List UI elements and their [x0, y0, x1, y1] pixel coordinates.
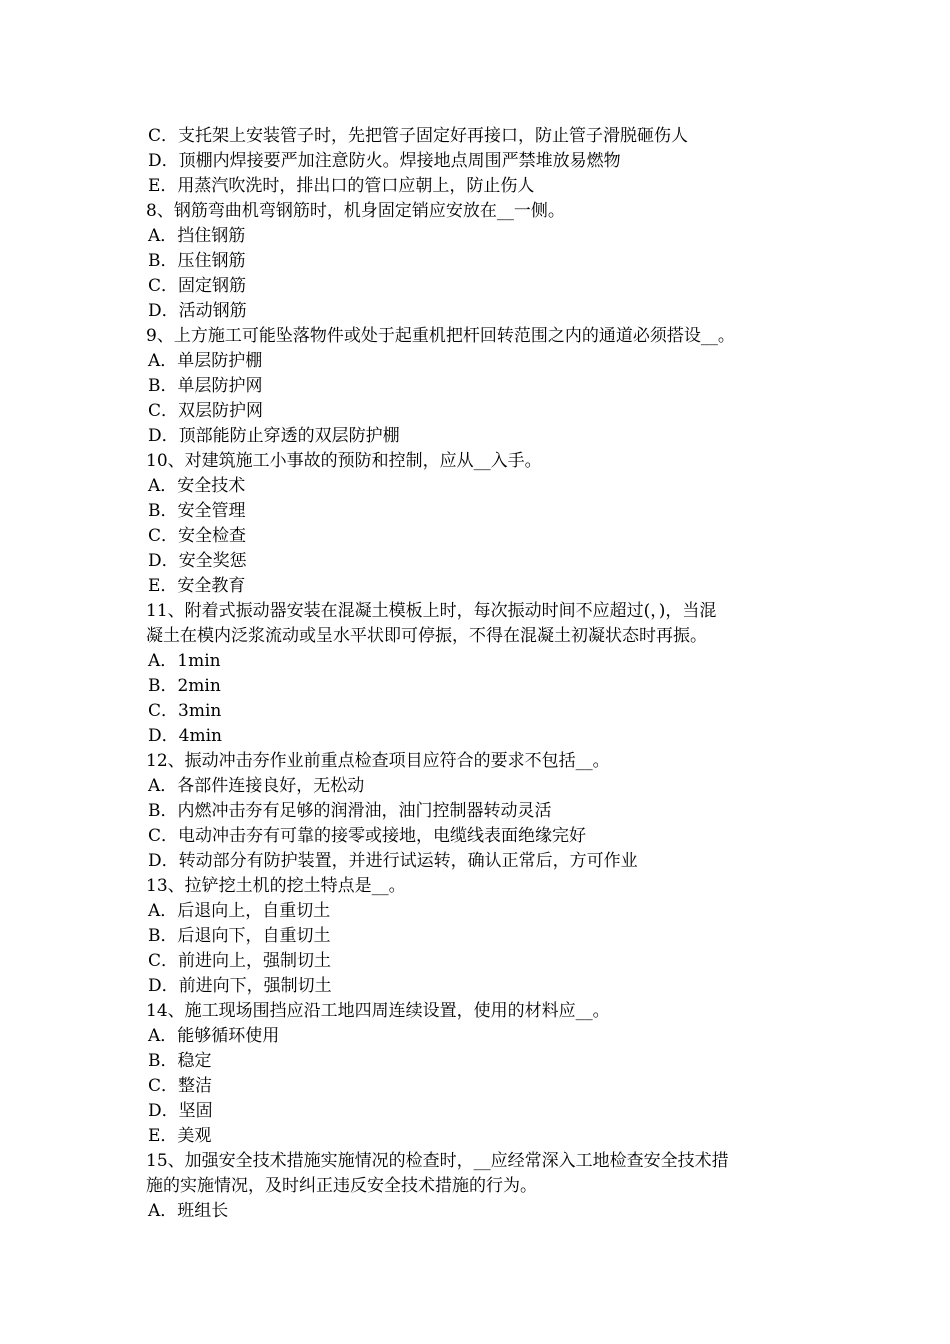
answer-option: A．后退向上，自重切土 — [148, 901, 331, 921]
answer-option: A．班组长 — [148, 1201, 229, 1221]
answer-option: D．坚固 — [148, 1101, 213, 1121]
answer-option: A．1min — [148, 651, 221, 671]
question-text: 9、上方施工可能坠落物件或处于起重机把杆回转范围之内的通道必须搭设__。 — [146, 326, 735, 346]
question-text: 10、对建筑施工小事故的预防和控制，应从__入手。 — [146, 451, 542, 471]
answer-option: B．单层防护网 — [148, 376, 263, 396]
answer-option: C．3min — [148, 701, 222, 721]
answer-option: E．用蒸汽吹洗时，排出口的管口应朝上，防止伤人 — [148, 176, 535, 196]
answer-option: D．前进向下，强制切土 — [148, 976, 332, 996]
question-text: 14、施工现场围挡应沿工地四周连续设置，使用的材料应__。 — [146, 1001, 610, 1021]
question-text: 12、振动冲击夯作业前重点检查项目应符合的要求不包括__。 — [146, 751, 610, 771]
answer-option: C．电动冲击夯有可靠的接零或接地，电缆线表面绝缘完好 — [148, 826, 587, 846]
answer-option: C．双层防护网 — [148, 401, 264, 421]
answer-option: E．美观 — [148, 1126, 212, 1146]
question-text: 施的实施情况，及时纠正违反安全技术措施的行为。 — [146, 1176, 537, 1196]
answer-option: A．各部件连接良好，无松动 — [148, 776, 365, 796]
answer-option: D．顶棚内焊接要严加注意防火。焊接地点周围严禁堆放易燃物 — [148, 151, 621, 171]
answer-option: B．压住钢筋 — [148, 251, 246, 271]
answer-option: D．转动部分有防护装置，并进行试运转，确认正常后，方可作业 — [148, 851, 638, 871]
answer-option: C．安全检查 — [148, 526, 247, 546]
question-text: 凝土在模内泛浆流动或呈水平状即可停振，不得在混凝土初凝状态时再振。 — [146, 626, 707, 646]
answer-option: C．整洁 — [148, 1076, 213, 1096]
answer-option: C．支托架上安装管子时，先把管子固定好再接口，防止管子滑脱砸伤人 — [148, 126, 689, 146]
answer-option: D．4min — [148, 726, 222, 746]
answer-option: E．安全教育 — [148, 576, 246, 596]
question-text: 13、拉铲挖土机的挖土特点是__。 — [146, 876, 406, 896]
answer-option: D．顶部能防止穿透的双层防护棚 — [148, 426, 400, 446]
question-text: 8、钢筋弯曲机弯钢筋时，机身固定销应安放在__一侧。 — [146, 201, 565, 221]
answer-option: B．稳定 — [148, 1051, 212, 1071]
question-text: 11、附着式振动器安装在混凝土模板上时，每次振动时间不应超过(，)，当混 — [146, 601, 717, 621]
answer-option: A．单层防护棚 — [148, 351, 263, 371]
answer-option: C．前进向上，强制切土 — [148, 951, 332, 971]
question-list — [146, 124, 811, 1224]
answer-option: B．安全管理 — [148, 501, 246, 521]
answer-option: D．活动钢筋 — [148, 301, 247, 321]
question-text: 15、加强安全技术措施实施情况的检查时，__应经常深入工地检查安全技术措 — [146, 1151, 729, 1171]
answer-option: A．挡住钢筋 — [148, 226, 246, 246]
answer-option: A．安全技术 — [148, 476, 246, 496]
answer-option: B．内燃冲击夯有足够的润滑油，油门控制器转动灵活 — [148, 801, 552, 821]
answer-option: C．固定钢筋 — [148, 276, 247, 296]
answer-option: A．能够循环使用 — [148, 1026, 280, 1046]
answer-option: B．2min — [148, 676, 221, 696]
answer-option: B．后退向下，自重切土 — [148, 926, 331, 946]
answer-option: D．安全奖惩 — [148, 551, 247, 571]
